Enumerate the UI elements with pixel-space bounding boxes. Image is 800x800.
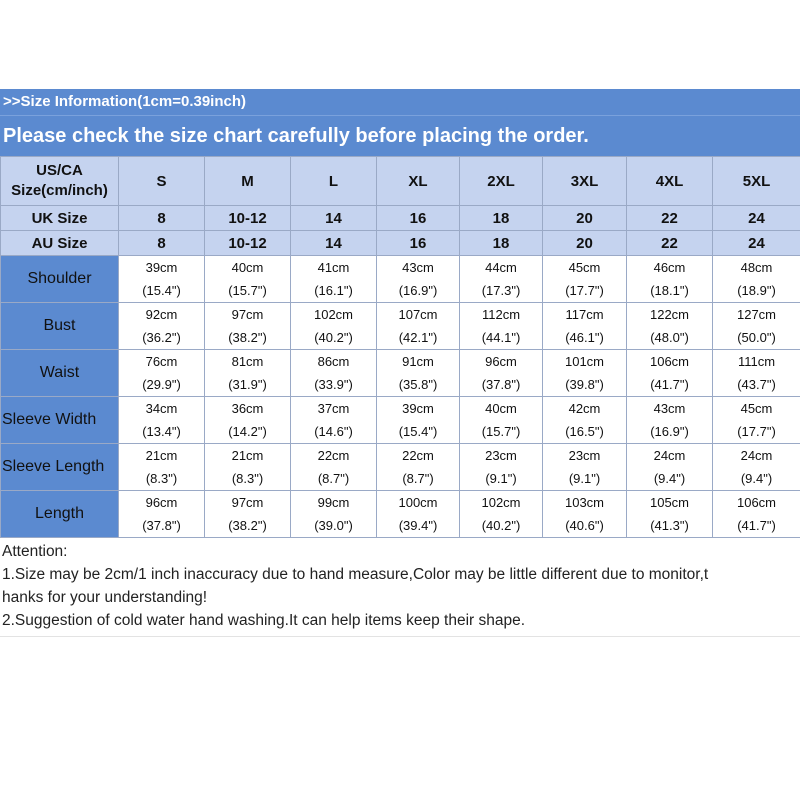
- inch-value: (31.9"): [228, 377, 267, 392]
- inch-value: (35.8"): [398, 377, 438, 392]
- measurement-label: Sleeve Length: [1, 444, 119, 491]
- cm-value: 81cm: [231, 354, 264, 369]
- measurement-cell: [377, 491, 460, 538]
- cm-value: 76cm: [145, 354, 178, 369]
- measurement-cell: [377, 350, 460, 397]
- cm-value: 101cm: [564, 354, 605, 369]
- cm-value: 39cm: [402, 401, 434, 416]
- measurement-cell: [627, 397, 713, 444]
- cm-value: 21cm: [145, 448, 178, 463]
- measurement-cell: [205, 303, 291, 350]
- au-size-cell: 20: [543, 231, 627, 256]
- cm-value: 22cm: [402, 448, 434, 463]
- inch-value: (14.2"): [228, 424, 267, 439]
- cm-value: 103cm: [564, 495, 605, 510]
- measurement-cell: [713, 491, 800, 538]
- cm-value: 40cm: [231, 260, 264, 275]
- uk-size-cell: 10-12: [205, 206, 291, 231]
- inch-value: (33.9"): [314, 377, 353, 392]
- cm-value: 92cm: [145, 307, 178, 322]
- cm-value: 40cm: [485, 401, 517, 416]
- measurement-label: Bust: [1, 303, 119, 350]
- measurement-cell: [377, 444, 460, 491]
- inch-value: (41.3"): [650, 518, 689, 533]
- cm-value: 22cm: [317, 448, 350, 463]
- measurement-label: Waist: [1, 350, 119, 397]
- inch-value: (8.3"): [145, 471, 178, 486]
- cm-value: 127cm: [736, 307, 777, 322]
- cm-value: 43cm: [402, 260, 434, 275]
- measurement-row: [1, 444, 800, 491]
- measurement-cell: [205, 397, 291, 444]
- inch-value: (14.6"): [314, 424, 353, 439]
- cm-value: 23cm: [485, 448, 517, 463]
- note-line-1b: hanks for your understanding!: [2, 589, 208, 606]
- inch-value: (38.2"): [228, 330, 267, 345]
- measurement-label: Sleeve Width: [1, 397, 119, 444]
- inch-value: (40.6"): [565, 518, 604, 533]
- measurement-cell: [460, 350, 543, 397]
- measurement-cell: [543, 303, 627, 350]
- measurement-cell: [713, 303, 800, 350]
- inch-value: (8.7"): [402, 471, 434, 486]
- size-table-body: [1, 157, 800, 538]
- bottom-divider: [0, 636, 800, 637]
- cm-value: 46cm: [653, 260, 686, 275]
- cm-value: 107cm: [398, 307, 438, 322]
- au-size-cell: 8: [119, 231, 205, 256]
- measurement-cell: [460, 444, 543, 491]
- measurement-cell: [627, 350, 713, 397]
- measurement-cell: [713, 350, 800, 397]
- au-size-row: [1, 231, 800, 256]
- cm-value: 96cm: [145, 495, 178, 510]
- measurement-cell: [291, 303, 377, 350]
- cm-value: 21cm: [231, 448, 264, 463]
- measurement-label: Shoulder: [1, 256, 119, 303]
- inch-value: (13.4"): [142, 424, 181, 439]
- au-size-cell: 16: [377, 231, 460, 256]
- inch-value: (15.7"): [228, 283, 267, 298]
- inch-value: (39.8"): [565, 377, 604, 392]
- inch-value: (9.1"): [568, 471, 601, 486]
- inch-value: (16.9"): [398, 283, 438, 298]
- cm-value: 111cm: [737, 354, 776, 369]
- cm-value: 39cm: [145, 260, 178, 275]
- inch-value: (9.4"): [653, 471, 686, 486]
- uk-size-label: UK Size: [1, 206, 119, 231]
- size-header-cell: 4XL: [627, 157, 713, 206]
- measurement-row: [1, 397, 800, 444]
- inch-value: (39.4"): [398, 518, 438, 533]
- cm-value: 45cm: [740, 401, 773, 416]
- size-chart-sheet: [0, 89, 800, 632]
- inch-value: (8.7"): [317, 471, 350, 486]
- measurement-cell: [460, 256, 543, 303]
- cm-value: 106cm: [649, 354, 690, 369]
- cm-value: 24cm: [740, 448, 773, 463]
- inch-value: (18.9"): [737, 283, 776, 298]
- inch-value: (15.4"): [142, 283, 181, 298]
- cm-value: 105cm: [649, 495, 690, 510]
- cm-value: 45cm: [568, 260, 601, 275]
- measurement-cell: [291, 491, 377, 538]
- inch-value: (48.0"): [650, 330, 689, 345]
- size-header-cell: XL: [377, 157, 460, 206]
- measurement-cell: [627, 303, 713, 350]
- cm-value: 24cm: [653, 448, 686, 463]
- measurement-cell: [119, 397, 205, 444]
- size-table: [0, 156, 800, 538]
- measurement-cell: [543, 256, 627, 303]
- cm-value: 106cm: [736, 495, 777, 510]
- check-size-banner: Please check the size chart carefully before placing the order.: [0, 115, 800, 156]
- measurement-cell: [627, 491, 713, 538]
- inch-value: (9.4"): [740, 471, 773, 486]
- measurement-cell: [291, 256, 377, 303]
- uk-size-cell: 24: [713, 206, 800, 231]
- measurement-cell: [119, 256, 205, 303]
- measurement-cell: [543, 491, 627, 538]
- au-size-label: AU Size: [1, 231, 119, 256]
- measurement-cell: [543, 350, 627, 397]
- inch-value: (8.3"): [231, 471, 264, 486]
- measurement-cell: [627, 444, 713, 491]
- cm-value: 97cm: [231, 495, 264, 510]
- size-header-row: [1, 157, 800, 206]
- note-line-1a: 1.Size may be 2cm/1 inch inaccuracy due to hand measure,Color may be little different due to monitor,t: [2, 566, 709, 583]
- inch-value: (16.1"): [314, 283, 353, 298]
- cm-value: 23cm: [568, 448, 601, 463]
- cm-value: 96cm: [485, 354, 517, 369]
- au-size-cell: 22: [627, 231, 713, 256]
- cm-value: 86cm: [317, 354, 350, 369]
- au-size-cell: 18: [460, 231, 543, 256]
- uk-size-cell: 18: [460, 206, 543, 231]
- uk-size-row: [1, 206, 800, 231]
- cm-value: 102cm: [313, 307, 354, 322]
- cm-value: 99cm: [317, 495, 350, 510]
- measurement-cell: [119, 350, 205, 397]
- measurement-cell: [543, 397, 627, 444]
- uk-size-cell: 8: [119, 206, 205, 231]
- size-header-cell: 5XL: [713, 157, 800, 206]
- inch-value: (18.1"): [650, 283, 689, 298]
- uk-size-cell: 14: [291, 206, 377, 231]
- inch-value: (17.7"): [737, 424, 776, 439]
- inch-value: (37.8"): [142, 518, 181, 533]
- measurement-cell: [205, 491, 291, 538]
- measurement-cell: [119, 491, 205, 538]
- inch-value: (16.5"): [565, 424, 604, 439]
- size-info-banner: >>Size Information(1cm=0.39inch): [0, 89, 800, 115]
- size-header-cell: S: [119, 157, 205, 206]
- measurement-cell: [460, 491, 543, 538]
- cm-value: 34cm: [145, 401, 178, 416]
- measurement-cell: [713, 444, 800, 491]
- inch-value: (44.1"): [481, 330, 521, 345]
- inch-value: (41.7"): [737, 518, 776, 533]
- cm-value: 91cm: [402, 354, 434, 369]
- measurement-cell: [119, 303, 205, 350]
- size-header-cell: M: [205, 157, 291, 206]
- cm-value: 97cm: [231, 307, 264, 322]
- cm-value: 42cm: [568, 401, 601, 416]
- measurement-cell: [543, 444, 627, 491]
- us-ca-label: US/CA: [36, 162, 83, 179]
- au-size-cell: 10-12: [205, 231, 291, 256]
- measurement-cell: [205, 444, 291, 491]
- uk-size-cell: 22: [627, 206, 713, 231]
- inch-value: (16.9"): [650, 424, 689, 439]
- cm-value: 43cm: [653, 401, 686, 416]
- size-unit-label: Size(cm/inch): [11, 182, 108, 199]
- measurement-cell: [291, 350, 377, 397]
- inch-value: (40.2"): [314, 330, 353, 345]
- cm-value: 112cm: [481, 307, 521, 322]
- measurement-cell: [713, 256, 800, 303]
- measurement-label: Length: [1, 491, 119, 538]
- inch-value: (41.7"): [650, 377, 689, 392]
- measurement-cell: [377, 397, 460, 444]
- measurement-cell: [460, 303, 543, 350]
- measurement-cell: [205, 256, 291, 303]
- uk-size-cell: 16: [377, 206, 460, 231]
- inch-value: (42.1"): [398, 330, 438, 345]
- size-header-cell: 2XL: [460, 157, 543, 206]
- inch-value: (37.8"): [481, 377, 521, 392]
- measurement-row: [1, 350, 800, 397]
- note-line-2: 2.Suggestion of cold water hand washing.It can help items keep their shape.: [2, 612, 526, 629]
- measurement-row: [1, 303, 800, 350]
- inch-value: (15.7"): [481, 424, 521, 439]
- measurement-cell: [291, 444, 377, 491]
- cm-value: 41cm: [317, 260, 350, 275]
- uk-size-cell: 20: [543, 206, 627, 231]
- measurement-cell: [627, 256, 713, 303]
- inch-value: (40.2"): [481, 518, 521, 533]
- cm-value: 102cm: [481, 495, 521, 510]
- inch-value: (46.1"): [565, 330, 604, 345]
- cm-value: 44cm: [485, 260, 517, 275]
- cm-value: 37cm: [317, 401, 350, 416]
- inch-value: (17.3"): [481, 283, 521, 298]
- au-size-cell: 14: [291, 231, 377, 256]
- measurement-cell: [119, 444, 205, 491]
- inch-value: (17.7"): [565, 283, 604, 298]
- measurement-cell: [377, 303, 460, 350]
- measurement-cell: [713, 397, 800, 444]
- measurement-cell: [377, 256, 460, 303]
- size-header-cell: 3XL: [543, 157, 627, 206]
- au-size-cell: 24: [713, 231, 800, 256]
- size-header-cell: L: [291, 157, 377, 206]
- inch-value: (38.2"): [228, 518, 267, 533]
- inch-value: (50.0"): [737, 330, 776, 345]
- inch-value: (43.7"): [737, 377, 776, 392]
- inch-value: (39.0"): [314, 518, 353, 533]
- inch-value: (9.1"): [485, 471, 517, 486]
- cm-value: 122cm: [649, 307, 690, 322]
- measurement-row: [1, 491, 800, 538]
- cm-value: 36cm: [231, 401, 264, 416]
- attention-notes: [0, 538, 800, 632]
- inch-value: (15.4"): [398, 424, 438, 439]
- inch-value: (29.9"): [142, 377, 181, 392]
- measurement-cell: [460, 397, 543, 444]
- measurement-cell: [291, 397, 377, 444]
- measurement-row: [1, 256, 800, 303]
- cm-value: 117cm: [565, 307, 604, 322]
- cm-value: 100cm: [398, 495, 438, 510]
- cm-value: 48cm: [740, 260, 773, 275]
- attention-heading: Attention:: [2, 543, 68, 560]
- inch-value: (36.2"): [142, 330, 181, 345]
- us-ca-size-label: [1, 157, 119, 206]
- measurement-cell: [205, 350, 291, 397]
